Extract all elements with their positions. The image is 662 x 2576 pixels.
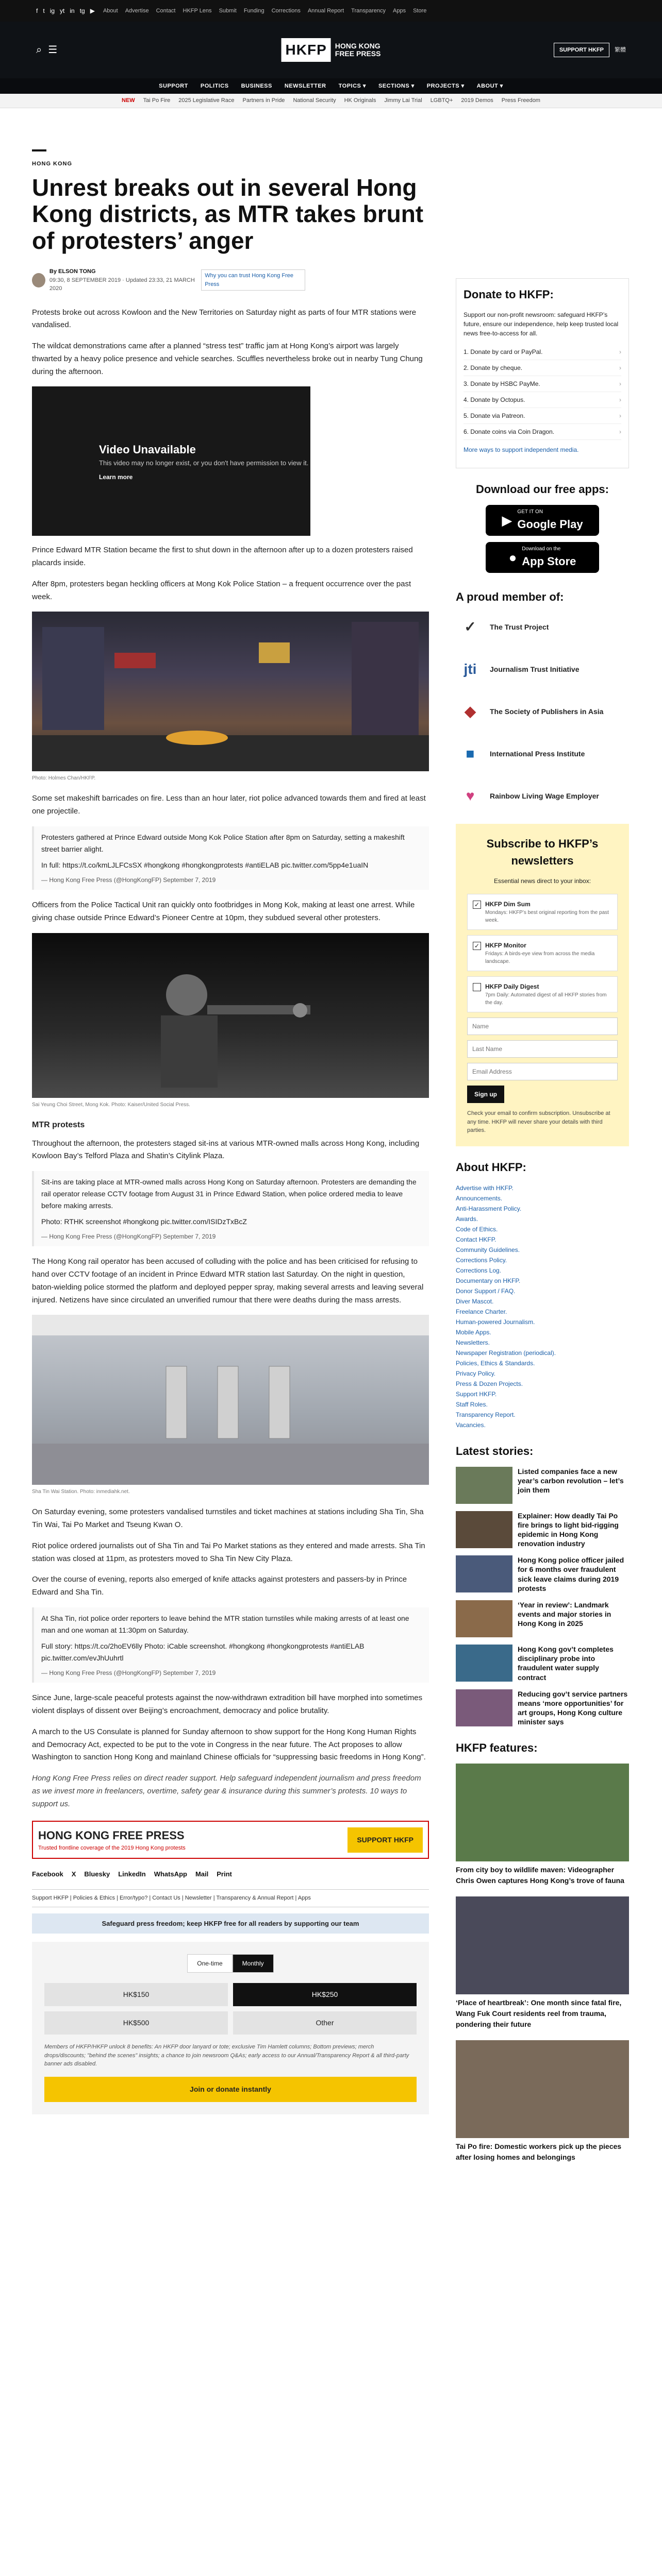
about-link[interactable]: Freelance Charter. <box>456 1308 507 1315</box>
paragraph: Some set makeshift barricades on fire. Less than an hour later, riot police advanced towards them and fired at least one projectile. <box>32 794 426 816</box>
about-link[interactable]: Corrections Policy. <box>456 1256 507 1264</box>
about-link[interactable]: Newspaper Registration (periodical). <box>456 1349 556 1357</box>
paragraph: Protests broke out across Kowloon and the New Territories on Saturday night as parts of four MTR stations were vandalised. <box>32 308 417 330</box>
paragraph: Throughout the afternoon, the protesters staged sit-ins at various MTR-owned malls across Hong Kong, including Kowloon Bay’s Telford Plaza and Shatin’s Citylink Plaza. <box>32 1139 420 1161</box>
newsletter-subtitle: Essential news direct to your inbox: <box>493 877 591 885</box>
main-nav <box>0 78 662 94</box>
paragraph: A march to the US Consulate is planned for Sunday afternoon to show support for the Hong Kong Human Rights and Democracy Act, expected to be put to the vote in Congress in the near future. The Act proposes to allow Washington to sanction Hong Kong and mainland Chinese officials for “suppressing basic freedoms in Hong Kong”. <box>32 1727 426 1762</box>
photo-caption: Sha Tin Wai Station. Photo: inmediahk.net. <box>32 1489 130 1495</box>
feature-thumbnail <box>456 2040 629 2138</box>
trending-item[interactable]: Jimmy Lai Trial <box>384 97 422 104</box>
policy-links[interactable]: Support HKFP | Policies & Ethics | Error/typo? | Contact Us | Newsletter | Transparency & Annual Report | Apps <box>32 1889 429 1907</box>
about-link[interactable]: Newsletters. <box>456 1338 490 1346</box>
top-link-contact[interactable]: Contact <box>156 7 176 14</box>
donate-text: Support our non-profit newsroom: safeguard HKFP’s future, ensure our independence, help keep trusted local news free-to-access for all. <box>464 311 619 337</box>
about-link[interactable]: Community Guidelines. <box>456 1246 520 1253</box>
tab-monthly[interactable]: Monthly <box>233 1954 274 1973</box>
nav-newsletter[interactable]: NEWSLETTER <box>284 82 326 89</box>
paragraph: Officers from the Police Tactical Unit ran quickly onto footbridges in Mong Kok, making at least one arrest. While giving chase outside Prince Edward’s Pioneer Centre at 10pm, they subdued several other protesters. <box>32 901 415 922</box>
donate-option[interactable]: 1. Donate by card or PayPal. › <box>464 344 621 360</box>
trending-item[interactable]: 2025 Legislative Race <box>178 97 235 104</box>
top-link-store[interactable]: Store <box>413 7 427 14</box>
paragraph: The wildcat demonstrations came after a planned “stress test” traffic jam at Hong Kong’s airport was largely thwarted by a heavy police presence and vehicle searches. Scuffles nevertheless broke out in nearby Tung Chung during the afternoon. <box>32 342 423 376</box>
nav-projects[interactable]: PROJECTS ▾ <box>426 82 465 89</box>
more-ways-link[interactable]: More ways to support independent media. <box>464 446 579 453</box>
chevron-right-icon: › <box>619 380 621 387</box>
donate-heading: Donate to HKFP: <box>464 288 554 301</box>
latest-heading: Latest stories: <box>456 1444 534 1458</box>
member-heading: A proud member of: <box>456 590 564 603</box>
about-link[interactable]: Policies, Ethics & Standards. <box>456 1359 535 1367</box>
share-mail[interactable]: Mail <box>195 1870 209 1878</box>
tweet-text: Protesters gathered at Prince Edward outside Mong Kok Police Station after 8pm on Saturday, setting a makeshift street barrier alight. <box>41 833 405 853</box>
nav-support[interactable]: SUPPORT <box>159 82 188 89</box>
about-link[interactable]: Transparency Report. <box>456 1411 516 1418</box>
about-link[interactable]: Press & Dozen Projects. <box>456 1380 523 1387</box>
about-link[interactable]: Donor Support / FAQ. <box>456 1287 516 1295</box>
newsletter-box <box>456 824 629 1146</box>
chevron-right-icon: › <box>619 412 621 419</box>
story-thumbnail <box>456 1467 512 1504</box>
share-print[interactable]: Print <box>217 1870 232 1878</box>
section-heading: MTR protests <box>32 1120 85 1129</box>
byline: By ELSON TONG 09:30, 8 SEPTEMBER 2019 · Updated 23:33, 21 MARCH 2020 Why you can trust Hong Kong Free Press <box>32 267 429 293</box>
video-message: This video may no longer exist, or you don't have permission to view it. <box>99 459 309 467</box>
story-thumbnail <box>456 1689 512 1726</box>
about-link[interactable]: Diver Mascot. <box>456 1297 494 1305</box>
member-logo[interactable]: ♥ Rainbow Living Wage Employer <box>456 782 629 810</box>
tweet-text: At Sha Tin, riot police order reporters to leave behind the MTR station turnstiles while making arrests of at least one man and one woman at 11:30pm on Saturday. <box>41 1614 409 1635</box>
trending-item[interactable]: LGBTQ+ <box>430 97 453 104</box>
top-link-corrections[interactable]: Corrections <box>271 7 301 14</box>
share-linkedin[interactable]: LinkedIn <box>118 1870 146 1878</box>
about-link[interactable]: Staff Roles. <box>456 1400 488 1408</box>
top-link-apps[interactable]: Apps <box>393 7 406 14</box>
street-scene-illustration <box>32 612 429 771</box>
member-logo[interactable]: ◆ The Society of Publishers in Asia <box>456 697 629 726</box>
support-note: Hong Kong Free Press relies on direct reader support. Help safeguard independent journalism and press freedom as we invest more in freelancers, overtime, safety gear & insurance during this summer’s protests. 10 ways to support us. <box>32 1774 421 1808</box>
story-item[interactable]: ‘Year in review’: Landmark events and major stories in Hong Kong in 2025 <box>456 1600 629 1637</box>
updated-date: Updated 23:33, 21 MARCH 2020 <box>49 277 195 292</box>
about-list <box>456 1183 629 1430</box>
photo-sha-tin-wai <box>32 1315 429 1485</box>
feature-item[interactable]: From city boy to wildlife maven: Videographer Chris Owen captures Hong Kong’s trove of fauna <box>456 1764 629 1886</box>
donate-option[interactable]: 5. Donate via Patreon. › <box>464 408 621 424</box>
language-switch[interactable]: 繁體 <box>615 46 626 53</box>
article <box>32 149 429 2114</box>
search-icon[interactable]: ⌕ <box>36 44 42 56</box>
site-logo[interactable] <box>282 38 381 62</box>
about-link[interactable]: Human-powered Journalism. <box>456 1318 535 1326</box>
banner-subtitle: Trusted frontline coverage of the 2019 Hong Kong protests <box>38 1845 186 1852</box>
email-field[interactable] <box>467 1063 618 1080</box>
share-bluesky[interactable]: Bluesky <box>84 1870 110 1878</box>
instagram-icon[interactable]: ig <box>49 7 55 14</box>
apps-heading: Download our free apps: <box>476 483 609 496</box>
sidebar <box>456 278 629 2173</box>
feature-item[interactable]: ‘Place of heartbreak’: One month since fatal fire, Wang Fuk Court residents reel from trauma, pondering their future <box>456 1896 629 2030</box>
twitter-icon[interactable]: t <box>43 7 45 14</box>
story-item[interactable]: Listed companies face a new year’s carbon revolution – let’s join them <box>456 1467 629 1504</box>
sopa-icon: ◆ <box>465 703 476 719</box>
first-name-field[interactable] <box>467 1018 618 1035</box>
checkbox[interactable]: ✓ <box>473 942 481 950</box>
menu-icon[interactable]: ☰ <box>48 44 58 56</box>
about-link[interactable]: Support HKFP. <box>456 1390 497 1398</box>
rainbow-icon: ♥ <box>466 788 475 804</box>
member-benefits: Members of HKFP/HKFP unlock 8 benefits: An HKFP door lanyard or tote; exclusive Tim Hamlett columns; Bottom previews; merch drops/discounts; "behind the scenes" insights; a chance to join newsroom Q&As; early access to our Annual/Transparency Report & all third-party banner ads disabled. <box>44 2044 409 2067</box>
story-thumbnail <box>456 1600 512 1637</box>
feature-item[interactable]: Tai Po fire: Domestic workers pick up the pieces after losing homes and belongings <box>456 2040 629 2163</box>
signup-button[interactable]: Sign up <box>467 1086 504 1103</box>
about-link[interactable]: Corrections Log. <box>456 1266 502 1274</box>
story-thumbnail <box>456 1511 512 1548</box>
last-name-field[interactable] <box>467 1040 618 1058</box>
donate-option[interactable]: 3. Donate by HSBC PayMe. › <box>464 376 621 392</box>
tweet-links[interactable]: Photo: RTHK screenshot #hongkong pic.twitter.com/ISIDzTxBcZ <box>41 1217 247 1226</box>
linkedin-icon[interactable]: in <box>70 7 75 14</box>
story-item[interactable]: Explainer: How deadly Tai Po fire brings to light bid-rigging epidemic in Hong Kong renovation industry <box>456 1511 629 1549</box>
paragraph: Prince Edward MTR Station became the first to shut down in the afternoon after up to a dozen protesters raised placards inside. <box>32 546 413 568</box>
google-play-icon: ▶ <box>502 512 512 528</box>
turnstiles-illustration <box>32 1315 429 1485</box>
member-logo[interactable]: ■ International Press Institute <box>456 739 629 768</box>
trending-item[interactable]: 2019 Demos <box>461 97 493 104</box>
newsletter-option[interactable]: ✓ HKFP Monitor Fridays: A birds-eye view from across the media landscape. <box>467 935 618 971</box>
checkbox[interactable]: ✓ <box>473 901 481 909</box>
masthead <box>0 22 662 78</box>
chevron-right-icon: › <box>619 428 621 435</box>
member-logo[interactable]: ✓ The Trust Project <box>456 613 629 641</box>
about-link[interactable]: Privacy Policy. <box>456 1369 496 1377</box>
telegram-icon[interactable]: tg <box>79 7 85 14</box>
nav-topics[interactable]: TOPICS ▾ <box>338 82 366 89</box>
photo-caption: Photo: Holmes Chan/HKFP. <box>32 775 96 782</box>
tweet-source[interactable]: — Hong Kong Free Press (@HongKongFP) September 7, 2019 <box>41 1233 216 1241</box>
paragraph: Riot police ordered journalists out of Sha Tin and Tai Po Market stations as they entered and made arrests. Sha Tin station was closed at 11pm, as protesters moved to Sha Tin New City Plaza. <box>32 1541 425 1563</box>
about-link[interactable]: Mobile Apps. <box>456 1328 491 1336</box>
video-learn-more[interactable]: Learn more <box>99 473 133 481</box>
ipi-icon: ■ <box>466 745 475 761</box>
amount-option[interactable]: Other <box>233 2011 417 2035</box>
amount-option[interactable]: HK$250 <box>233 1983 417 2006</box>
tweet-text: Sit-ins are taking place at MTR-owned malls across Hong Kong on Saturday afternoon. Protesters are demanding the rail operator release CCTV footage from August 31 in Prince Edward Station, when police ordered media to leave before making arrests. <box>41 1178 417 1210</box>
trending-item[interactable]: HK Originals <box>344 97 376 104</box>
donate-widget <box>32 1942 429 2114</box>
trust-project-icon: ✓ <box>464 619 476 635</box>
newsletter-heading: Subscribe to HKFP’s newsletters <box>486 837 599 867</box>
article-title: Unrest breaks out in several Hong Kong districts, as MTR takes brunt of protesters’ anger <box>32 174 424 254</box>
top-link-advertise[interactable]: Advertise <box>125 7 149 14</box>
about-link[interactable]: Code of Ethics. <box>456 1225 498 1233</box>
amount-option[interactable]: HK$500 <box>44 2011 228 2035</box>
tweet-source[interactable]: — Hong Kong Free Press (@HongKongFP) September 7, 2019 <box>41 1669 216 1677</box>
nav-about[interactable]: ABOUT ▾ <box>476 82 503 89</box>
share-whatsapp[interactable]: WhatsApp <box>154 1870 187 1878</box>
chevron-right-icon: › <box>619 348 621 355</box>
support-banner[interactable] <box>32 1821 429 1859</box>
amount-option[interactable]: HK$150 <box>44 1983 228 2006</box>
banner-title: HONG KONG FREE PRESS <box>38 1829 185 1842</box>
features-heading: HKFP features: <box>456 1741 538 1754</box>
feature-thumbnail <box>456 1896 629 1994</box>
about-link[interactable]: Contact HKFP. <box>456 1235 496 1243</box>
about-link[interactable]: Anti-Harassment Policy. <box>456 1205 522 1212</box>
trending-item[interactable]: Partners in Pride <box>242 97 285 104</box>
top-link-lens[interactable]: HKFP Lens <box>183 7 212 14</box>
story-item[interactable]: Hong Kong police officer jailed for 6 months over fraudulent sick leave claims during 2019 protests <box>456 1555 629 1593</box>
embedded-tweet <box>32 1607 429 1683</box>
chevron-right-icon: › <box>619 396 621 403</box>
support-button[interactable]: SUPPORT HKFP <box>554 43 609 58</box>
photo-mong-kok <box>32 612 429 771</box>
paragraph: Over the course of evening, reports also emerged of knife attacks against protesters and passers-by in Prince Edward and Sha Tin. <box>32 1575 407 1597</box>
youtube-icon[interactable]: yt <box>60 7 65 14</box>
paragraph: On Saturday evening, some protesters vandalised turnstiles and ticket machines at stations including Sha Tin, Sha Tin Wai, Tai Po Market and Tseung Kwan O. <box>32 1507 424 1530</box>
about-link[interactable]: Advertise with HKFP. <box>456 1184 514 1192</box>
tweet-links[interactable]: Full story: https://t.co/2hoEV6lly Photo: iCable screenshot. #hongkong #hongkongprotests #antiELAB pic.twitter.com/evJhUuhrtl <box>41 1642 365 1663</box>
top-link-funding[interactable]: Funding <box>243 7 264 14</box>
paragraph: Since June, large-scale peaceful protests against the now-withdrawn extradition bill have morphed into sometimes violent displays of dissent over Beijing’s encroachment, democracy and police brutality. <box>32 1693 423 1716</box>
trending-bar <box>0 94 662 108</box>
jti-icon: jti <box>464 661 477 677</box>
trending-label: NEW <box>122 97 135 104</box>
top-bar <box>0 0 662 22</box>
tweet-links[interactable]: In full: https://t.co/kmLJLFCsSX #hongkong #hongkongprotests #antiELAB pic.twitter.com/5pp4e1uaIN <box>41 860 369 869</box>
about-link[interactable]: Vacancies. <box>456 1421 486 1429</box>
story-item[interactable]: Reducing gov’t service partners means ‘more opportunities’ for art groups, Hong Kong culture minister says <box>456 1689 629 1727</box>
about-heading: About HKFP: <box>456 1160 526 1174</box>
top-links <box>103 7 426 15</box>
top-link-annual-report[interactable]: Annual Report <box>307 7 344 14</box>
checkbox[interactable] <box>473 983 481 991</box>
apple-icon: ● <box>508 549 517 565</box>
video-embed[interactable] <box>32 386 310 536</box>
trending-item[interactable]: Press Freedom <box>501 97 540 104</box>
logo-text: HONG KONG FREE PRESS <box>335 41 381 58</box>
top-link-transparency[interactable]: Transparency <box>351 7 386 14</box>
embedded-tweet <box>32 1171 429 1246</box>
about-link[interactable]: Awards. <box>456 1215 478 1223</box>
app-store-button[interactable]: ● Download on the App Store <box>486 542 599 573</box>
video-title: Video Unavailable <box>99 443 196 456</box>
nav-politics[interactable]: POLITICS <box>200 82 229 89</box>
logo-mark: HKFP <box>282 38 331 62</box>
newsletter-note: Check your email to confirm subscription. Unsubscribe at any time. HKFP will never share your details with third parties. <box>467 1110 610 1133</box>
nav-business[interactable]: BUSINESS <box>241 82 272 89</box>
feature-thumbnail <box>456 1764 629 1861</box>
join-button[interactable]: Join or donate instantly <box>44 2077 417 2102</box>
story-thumbnail <box>456 1555 512 1592</box>
tweet-source[interactable]: — Hong Kong Free Press (@HongKongFP) September 7, 2019 <box>41 876 216 884</box>
story-item[interactable]: Hong Kong gov’t completes disciplinary probe into fraudulent water supply contract <box>456 1645 629 1682</box>
share-facebook[interactable]: Facebook <box>32 1870 63 1878</box>
social-links <box>36 6 95 15</box>
nav-sections[interactable]: SECTIONS ▾ <box>378 82 415 89</box>
riot-police-illustration <box>32 933 429 1098</box>
donate-box <box>456 278 629 468</box>
google-play-button[interactable]: ▶ GET IT ON Google Play <box>486 505 599 536</box>
article-kicker[interactable]: HONG KONG <box>32 161 73 167</box>
top-link-about[interactable]: About <box>103 7 118 14</box>
banner-cta-button[interactable]: SUPPORT HKFP <box>347 1827 423 1853</box>
newsletter-option[interactable]: ✓ HKFP Dim Sum Mondays: HKFP’s best original reporting from the past week. <box>467 894 618 930</box>
newsletter-option[interactable]: HKFP Daily Digest 7pm Daily: Automated digest of all HKFP stories from the day. <box>467 976 618 1012</box>
facebook-icon[interactable]: f <box>36 7 38 14</box>
share-x[interactable]: X <box>71 1870 76 1878</box>
trending-item[interactable]: National Security <box>293 97 336 104</box>
publish-date: 09:30, 8 SEPTEMBER 2019 <box>49 277 121 283</box>
safeguard-bar[interactable]: Safeguard press freedom; keep HKFP free for all readers by supporting our team <box>32 1913 429 1934</box>
paragraph: The Hong Kong rail operator has been accused of colluding with the police and has been criticised for refusing to hand over CCTV footage of an incident in Prince Edward MTR station last Saturday. On the night in question, baton-wielding police stormed the platform and deployed pepper spray, making several arrests and leaving several injured. Netizens have since circulated an unverified rumour that there were deaths during the mass arrests. <box>32 1257 424 1304</box>
tab-one-time[interactable]: One-time <box>187 1954 232 1973</box>
about-link[interactable]: Announcements. <box>456 1194 503 1202</box>
story-thumbnail <box>456 1645 512 1682</box>
paragraph: After 8pm, protesters began heckling officers at Mong Kok Police Station – a frequent occurrence over the past week. <box>32 579 411 601</box>
chevron-right-icon: › <box>619 364 621 371</box>
donate-option[interactable]: 6. Donate coins via Coin Dragon. › <box>464 424 621 440</box>
play-icon[interactable]: ▶ <box>90 7 95 14</box>
trending-item[interactable]: Tai Po Fire <box>143 97 171 104</box>
donate-option[interactable]: 4. Donate by Octopus. › <box>464 392 621 408</box>
donate-option[interactable]: 2. Donate by cheque. › <box>464 360 621 376</box>
share-bar <box>32 1869 429 1879</box>
embedded-tweet <box>32 826 429 890</box>
divider <box>32 149 46 151</box>
author-avatar <box>32 273 45 287</box>
author-name[interactable]: By ELSON TONG <box>49 268 96 275</box>
member-logo[interactable]: jti Journalism Trust Initiative <box>456 655 629 684</box>
about-link[interactable]: Documentary on HKFP. <box>456 1277 521 1284</box>
photo-caption: Sai Yeung Choi Street, Mong Kok. Photo: Kaiser/United Social Press. <box>32 1101 190 1108</box>
top-link-submit[interactable]: Submit <box>219 7 237 14</box>
photo-riot-police <box>32 933 429 1098</box>
trust-link[interactable]: Why you can trust Hong Kong Free Press <box>201 269 305 291</box>
